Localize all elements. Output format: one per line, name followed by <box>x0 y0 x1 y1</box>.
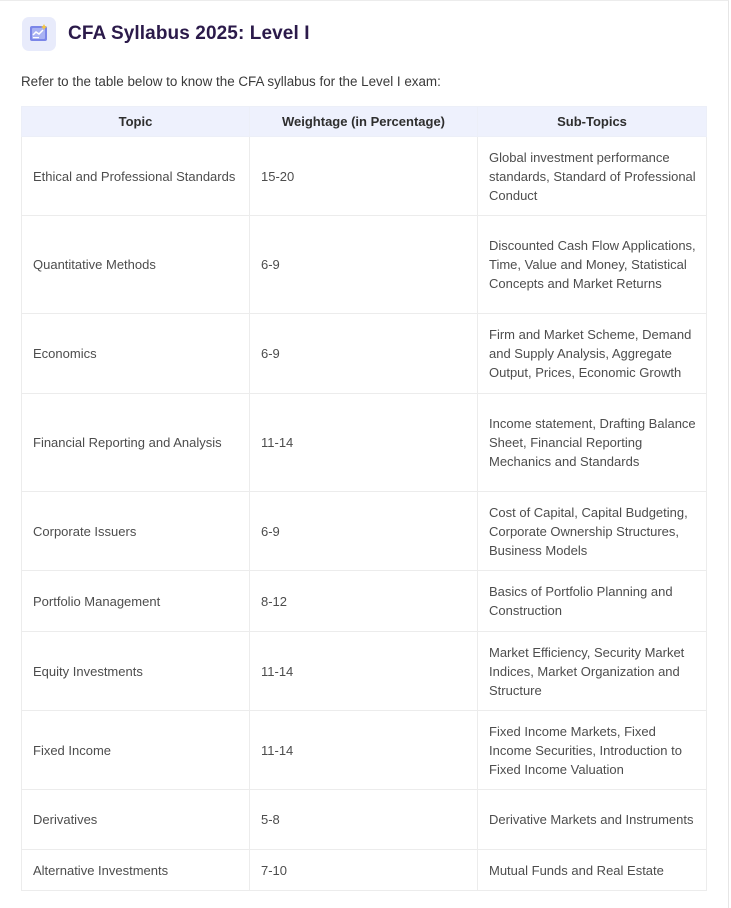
table-row <box>22 850 707 891</box>
subtopics-cell: Market Efficiency, Security Market Indices, Market Organization and Structure <box>478 632 707 711</box>
weight-cell: 6-9 <box>250 216 478 314</box>
weight-cell: 11-14 <box>250 394 478 492</box>
table-row <box>22 137 707 216</box>
table-row <box>22 314 707 394</box>
topic-cell: Economics <box>22 314 250 394</box>
subtopics-cell: Cost of Capital, Capital Budgeting, Corporate Ownership Structures, Business Models <box>478 492 707 571</box>
weight-cell: 11-14 <box>250 632 478 711</box>
topic-cell: Corporate Issuers <box>22 492 250 571</box>
subtopics-cell: Derivative Markets and Instruments <box>478 790 707 850</box>
table-row <box>22 216 707 314</box>
subtopics-cell: Basics of Portfolio Planning and Construction <box>478 571 707 632</box>
table-row <box>22 394 707 492</box>
syllabus-table <box>21 106 707 891</box>
subtopics-cell: Fixed Income Markets, Fixed Income Securities, Introduction to Fixed Income Valuation <box>478 711 707 790</box>
weight-cell: 8-12 <box>250 571 478 632</box>
subtopics-cell: Global investment performance standards, Standard of Professional Conduct <box>478 137 707 216</box>
subtopics-cell: Mutual Funds and Real Estate <box>478 850 707 891</box>
intro-text: Refer to the table below to know the CFA syllabus for the Level I exam: <box>21 74 441 89</box>
table-row <box>22 571 707 632</box>
topic-cell: Quantitative Methods <box>22 216 250 314</box>
topic-cell: Portfolio Management <box>22 571 250 632</box>
subtopics-cell: Income statement, Drafting Balance Sheet, Financial Reporting Mechanics and Standards <box>478 394 707 492</box>
topic-cell: Alternative Investments <box>22 850 250 891</box>
header <box>22 17 310 51</box>
topic-cell: Fixed Income <box>22 711 250 790</box>
topic-cell: Financial Reporting and Analysis <box>22 394 250 492</box>
weight-cell: 11-14 <box>250 711 478 790</box>
subtopics-cell: Firm and Market Scheme, Demand and Supply Analysis, Aggregate Output, Prices, Economic Growth <box>478 314 707 394</box>
topic-cell: Equity Investments <box>22 632 250 711</box>
header-topic: Topic <box>22 107 250 137</box>
weight-cell: 7-10 <box>250 850 478 891</box>
topic-cell: Ethical and Professional Standards <box>22 137 250 216</box>
table-row <box>22 790 707 850</box>
weight-cell: 5-8 <box>250 790 478 850</box>
table-row <box>22 632 707 711</box>
header-subtopics: Sub-Topics <box>478 107 707 137</box>
table-row <box>22 492 707 571</box>
weight-cell: 6-9 <box>250 492 478 571</box>
topic-cell: Derivatives <box>22 790 250 850</box>
table-row <box>22 711 707 790</box>
subtopics-cell: Discounted Cash Flow Applications, Time, Value and Money, Statistical Concepts and Market Returns <box>478 216 707 314</box>
weight-cell: 6-9 <box>250 314 478 394</box>
weight-cell: 15-20 <box>250 137 478 216</box>
syllabus-document-icon <box>22 17 56 51</box>
page-title: CFA Syllabus 2025: Level I <box>68 23 310 44</box>
table-header-row <box>22 107 707 137</box>
header-weightage: Weightage (in Percentage) <box>250 107 478 137</box>
